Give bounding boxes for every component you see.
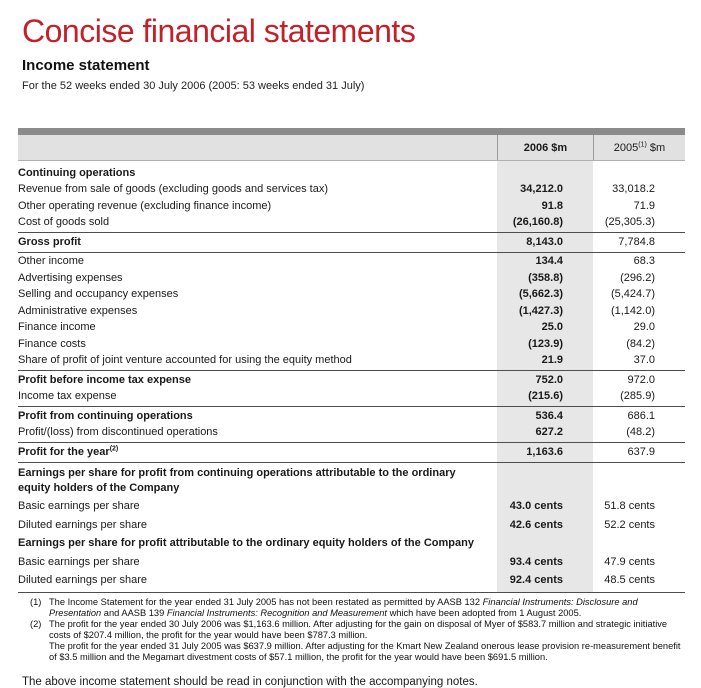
value-2005: (48.2)	[626, 426, 655, 438]
value-2006: 134.4	[535, 255, 563, 267]
value-2005: 37.0	[633, 354, 655, 366]
header-2005-cell	[593, 135, 685, 160]
table-row	[18, 270, 685, 287]
table-row	[18, 389, 685, 406]
table-row	[18, 406, 685, 425]
row-label: Other operating revenue (excluding finance income)	[18, 199, 272, 212]
table-row	[18, 571, 685, 590]
row-label: Diluted earnings per share	[18, 574, 148, 586]
footnotes	[30, 597, 685, 663]
value-2006: 627.2	[535, 426, 563, 438]
value-2005: (25,305.3)	[604, 216, 655, 228]
table-row	[18, 215, 685, 232]
table-row	[18, 515, 685, 534]
value-2005: 52.2 cents	[604, 518, 655, 531]
row-label: Profit/(loss) from discontinued operations	[18, 426, 218, 438]
table-row	[18, 425, 685, 442]
row-label: Advertising expenses	[18, 271, 123, 284]
footnote-paragraph: The Income Statement for the year ended 31 July 2005 has not been restated as permitted by AASB 132 Financial Instruments: Disclosure and Presentation and AASB 139 Financial Instruments: Recognition and Measurement which have been adopted from 1 August 2005.	[49, 597, 638, 618]
table-row	[18, 287, 685, 304]
footnote-marker: (2)	[30, 619, 42, 629]
table-row	[18, 552, 685, 571]
value-2006: (123.9)	[528, 337, 563, 350]
header-label-cell	[18, 135, 497, 160]
row-label: Income tax expense	[18, 390, 117, 402]
value-2006: (26,160.8)	[512, 216, 563, 228]
row-label: Continuing operations	[18, 166, 136, 179]
footnote-text	[49, 619, 685, 663]
table-header-row	[18, 135, 685, 161]
footnote	[30, 597, 685, 619]
table-row	[18, 353, 685, 370]
period-line: For the 52 weeks ended 30 July 2006 (2005: 53 weeks ended 31 July)	[22, 80, 365, 92]
table-row	[18, 161, 685, 182]
value-2005: (84.2)	[626, 337, 655, 350]
table-row	[18, 320, 685, 337]
column-header-2006: 2006 $m	[523, 141, 568, 154]
value-2006: 42.6 cents	[509, 518, 563, 531]
value-2005: 68.3	[633, 255, 655, 267]
row-label: Gross profit	[18, 235, 81, 248]
value-2005: 29.0	[633, 321, 655, 333]
row-label: Administrative expenses	[18, 304, 138, 317]
table-row	[18, 442, 685, 463]
row-label: Earnings per share for profit attributable to the ordinary equity holders of the Company	[18, 537, 474, 549]
table-row	[18, 370, 685, 389]
value-2006: (358.8)	[528, 271, 563, 284]
footnote-text	[49, 597, 685, 619]
footnote-marker: (1)	[30, 597, 42, 607]
value-2005: 51.8 cents	[604, 500, 655, 512]
content	[0, 13, 701, 688]
row-label: Profit from continuing operations	[18, 409, 193, 422]
table-row	[18, 232, 685, 253]
value-2006: 93.4 cents	[509, 555, 563, 568]
row-label: Diluted earnings per share	[18, 518, 148, 531]
value-2006: 92.4 cents	[509, 574, 563, 586]
footnote-ref-1: (1)	[638, 140, 647, 148]
value-2005: 47.9 cents	[604, 555, 655, 568]
row-label: Selling and occupancy expenses	[18, 288, 179, 300]
value-2005: (296.2)	[620, 271, 655, 284]
footnote	[30, 619, 685, 663]
footnote-paragraph: The profit for the year ended 30 July 2006 was $1,163.6 million. After adjusting for the gain on disposal of Myer of $583.7 million and strategic initiative costs of $207.4 million, the profit for the year would have been $787.3 million.	[49, 619, 668, 640]
row-label: Share of profit of joint venture accounted for using the equity method	[18, 354, 352, 366]
value-2006: 25.0	[541, 321, 563, 333]
table-row	[18, 303, 685, 320]
row-label: Finance income	[18, 321, 96, 333]
row-label: Profit for the year$^{(2)}$	[18, 444, 119, 458]
value-2006: 536.4	[535, 409, 563, 422]
table-row	[18, 254, 685, 271]
statement-title: Income statement	[22, 57, 150, 74]
value-2005: 686.1	[627, 409, 655, 422]
row-label: Basic earnings per share	[18, 500, 140, 512]
table-row	[18, 534, 685, 553]
table-row	[18, 182, 685, 199]
value-2006: 8,143.0	[526, 235, 563, 248]
table-row	[18, 464, 685, 497]
value-2005: (285.9)	[620, 390, 655, 402]
table-row	[18, 497, 685, 516]
value-2006: (1,427.3)	[518, 304, 563, 317]
footnote-ref-2: (2)	[109, 444, 119, 452]
footnote-paragraph: The profit for the year ended 31 July 2005 was $637.9 million. After adjusting for the Kmart New Zealand onerous lease provision re-measurement benefit of $3.5 million and the Megamart divestment costs of $57.1 million, the profit for the year would have been $691.5 million.	[49, 641, 681, 662]
page	[0, 13, 701, 688]
row-label: Earnings per share for profit from continuing operations attributable to the ordinary equity holders of the Company	[18, 466, 456, 494]
closing-note: The above income statement should be read in conjunction with the accompanying notes.	[22, 676, 478, 688]
row-label: Cost of goods sold	[18, 216, 110, 228]
row-label: Profit before income tax expense	[18, 373, 191, 386]
value-2005: 7,784.8	[618, 235, 655, 248]
value-2006: (215.6)	[528, 390, 563, 402]
table-row	[18, 198, 685, 215]
header-2006-cell	[497, 135, 593, 160]
value-2006: 752.0	[535, 373, 563, 386]
table-body	[18, 161, 685, 593]
value-2005: 33,018.2	[612, 183, 655, 195]
column-header-2005: 2005$^{(1)}$ $m	[613, 140, 666, 154]
income-statement-table	[18, 128, 685, 593]
value-2006: 91.8	[541, 199, 563, 212]
value-2006: 34,212.0	[520, 183, 563, 195]
value-2006: 1,163.6	[526, 445, 563, 458]
value-2005: (5,424.7)	[610, 288, 655, 300]
row-label: Finance costs	[18, 337, 86, 350]
value-2005: 48.5 cents	[604, 574, 655, 586]
value-2006: 21.9	[541, 354, 563, 366]
row-label: Other income	[18, 255, 85, 267]
page-title: Concise financial statements	[22, 13, 416, 49]
value-2005: 972.0	[627, 373, 655, 386]
value-2005: (1,142.0)	[610, 304, 655, 317]
table-top-bar	[18, 128, 685, 135]
value-2006: 43.0 cents	[509, 500, 563, 512]
row-label: Revenue from sale of goods (excluding goods and services tax)	[18, 183, 329, 195]
value-2005: 71.9	[633, 199, 655, 212]
value-2006: (5,662.3)	[518, 288, 563, 300]
value-2005: 637.9	[627, 445, 655, 458]
table-row	[18, 336, 685, 353]
row-label: Basic earnings per share	[18, 555, 140, 568]
